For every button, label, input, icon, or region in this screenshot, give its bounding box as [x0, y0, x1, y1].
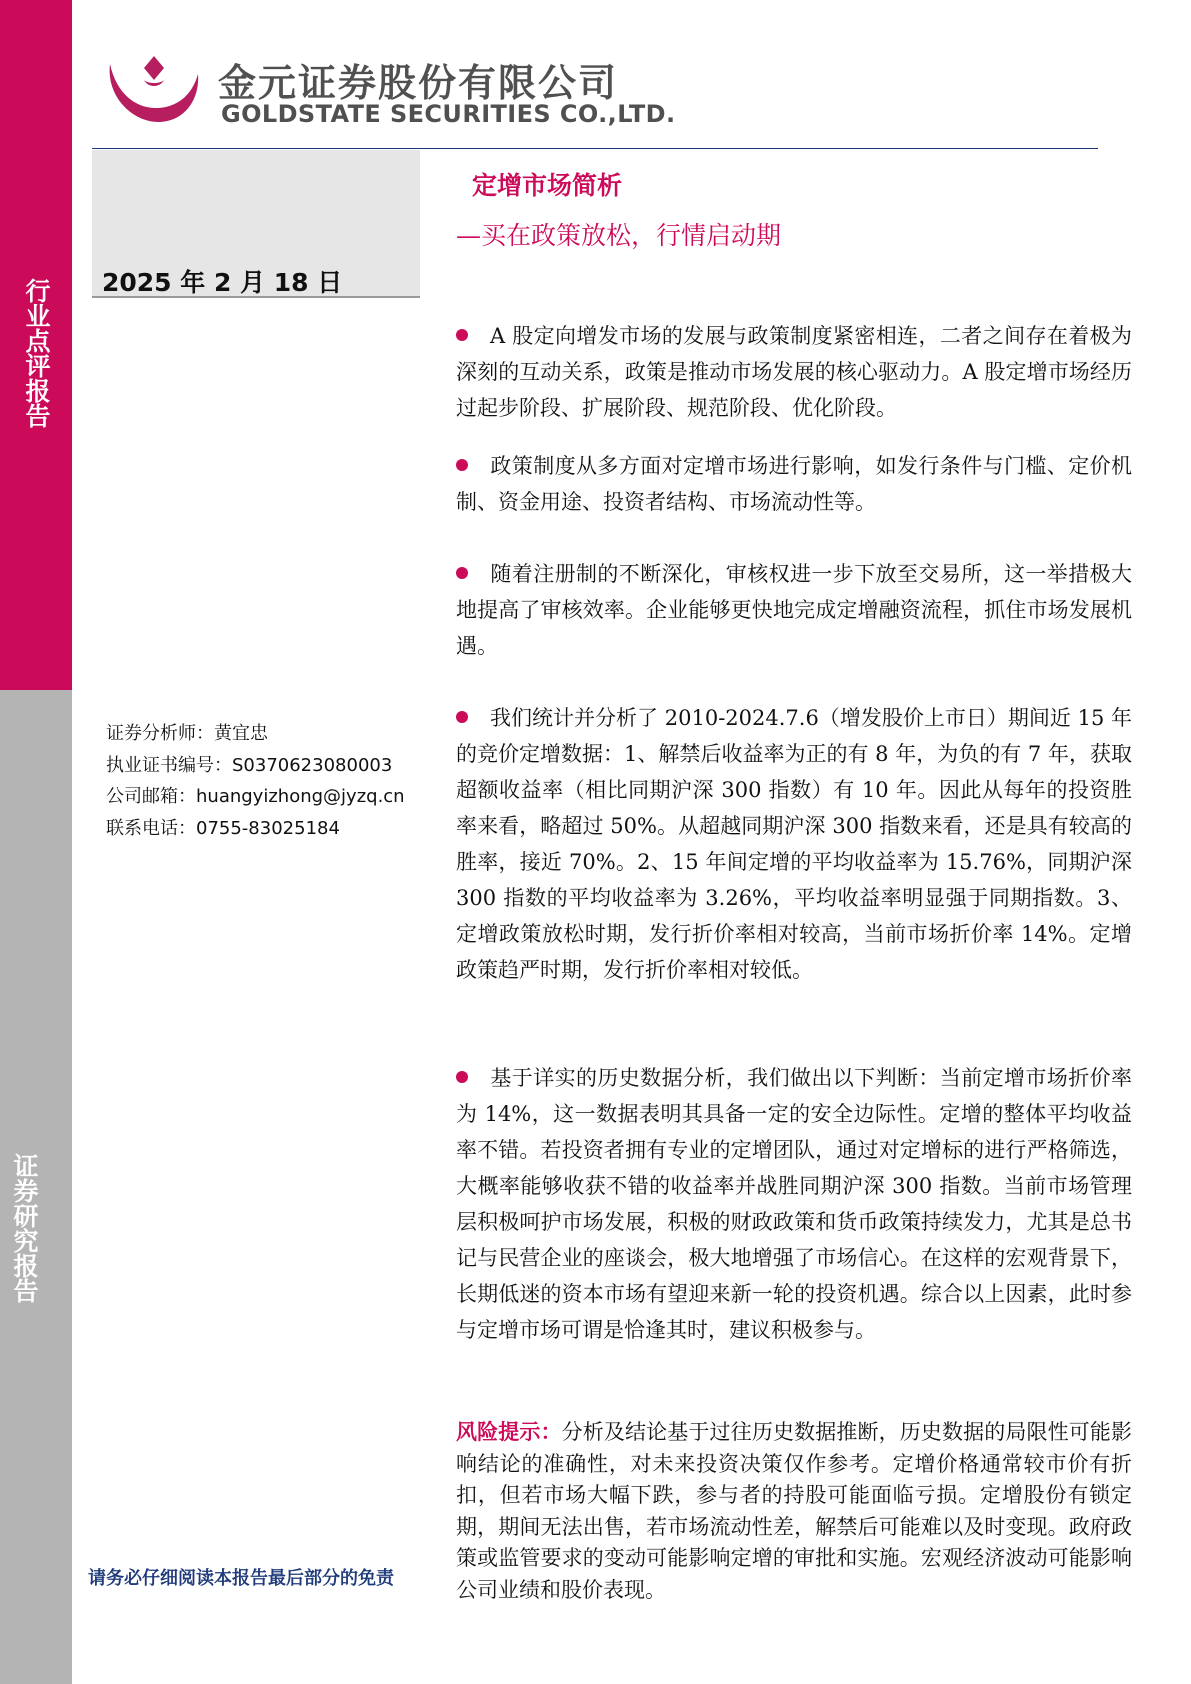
company-name-en: GOLDSTATE SECURITIES CO.,LTD.	[221, 100, 676, 128]
risk-paragraph	[456, 1416, 1132, 1606]
report-type-label: 行业点评报告	[22, 278, 51, 428]
report-title: 定增市场简析	[472, 171, 623, 200]
bullet-icon	[456, 329, 468, 341]
report-date: 2025 年 2 月 18 日	[102, 268, 343, 297]
bullet-icon	[456, 459, 468, 471]
analyst-info	[106, 718, 405, 844]
risk-label: 风险提示：	[456, 1419, 562, 1444]
analyst-email: 公司邮箱：huangyizhong@jyzq.cn	[106, 786, 405, 807]
goldstate-logo-icon	[104, 52, 200, 126]
company-name-cn: 金元证券股份有限公司	[218, 61, 619, 105]
bullet-paragraph: A 股定向增发市场的发展与政策制度紧密相连，二者之间存在着极为深刻的互动关系，政策是推动市场发展的核心驱动力。A 股定增市场经历过起步阶段、扩展阶段、规范阶段、优化阶段。	[456, 324, 1132, 420]
header-divider	[92, 148, 1098, 149]
risk-text: 分析及结论基于过往历史数据推断，历史数据的局限性可能影响结论的准确性，对未来投资决策仅作参考。定增价格通常较市价有折扣，但若市场大幅下跌，参与者的持股可能面临亏损。定增股份有锁定期，期间无法出售，若市场流动性差，解禁后可能难以及时变现。政府政策或监管要求的变动可能影响定增的审批和实施。宏观经济波动可能影响公司业绩和股价表现。	[456, 1420, 1133, 1602]
bullet-icon	[456, 1071, 468, 1083]
analyst-name: 证券分析师：黄宜忠	[106, 723, 268, 744]
bullet-paragraph: 政策制度从多方面对定增市场进行影响，如发行条件与门槛、定价机制、资金用途、投资者结构、市场流动性等。	[456, 454, 1132, 514]
bullet-icon	[456, 711, 468, 723]
disclaimer-note: 请务必仔细阅读本报告最后部分的免责	[88, 1568, 394, 1589]
bullet-paragraph: 我们统计并分析了 2010-2024.7.6（增发股价上市日）期间近 15 年的竞价定增数据：1、解禁后收益率为正的有 8 年，为负的有 7 年，获取超额收益率（相比同期沪深 300 指数）有 10 年。因此从每年的投资胜率来看，略超过 50%。从超越同期沪深 300 指数来看，还是具有较高的胜率，接近 70%。2、15 年间定增的平均收益率为 15.76%，同期沪深 300 指数的平均收益率为 3.26%，平均收益率明显强于同期指数。3、定增政策放松时期，发行折价率相对较高，当前市场折价率 14%。定增政策趋严时期，发行折价率相对较低。	[456, 706, 1132, 982]
research-report-label: 证券研究报告	[10, 1153, 39, 1303]
bullet-paragraph: 基于详实的历史数据分析，我们做出以下判断：当前定增市场折价率为 14%，这一数据表明其具备一定的安全边际性。定增的整体平均收益率不错。若投资者拥有专业的定增团队，通过对定增标的进行严格筛选，大概率能够收获不错的收益率并战胜同期沪深 300 指数。当前市场管理层积极呵护市场发展，积极的财政政策和货币政策持续发力，尤其是总书记与民营企业的座谈会，极大地增强了市场信心。在这样的宏观背景下，长期低迷的资本市场有望迎来新一轮的投资机遇。综合以上因素，此时参与定增市场可谓是恰逢其时，建议积极参与。	[456, 1066, 1132, 1342]
report-subtitle: —买在政策放松，行情启动期	[456, 221, 782, 250]
analyst-license: 执业证书编号：S0370623080003	[106, 754, 393, 776]
bullet-paragraph: 随着注册制的不断深化，审核权进一步下放至交易所，这一举措极大地提高了审核效率。企业能够更快地完成定增融资流程，抓住市场发展机遇。	[456, 562, 1132, 658]
analyst-phone: 联系电话：0755-83025184	[106, 817, 340, 839]
bullet-icon	[456, 567, 468, 579]
